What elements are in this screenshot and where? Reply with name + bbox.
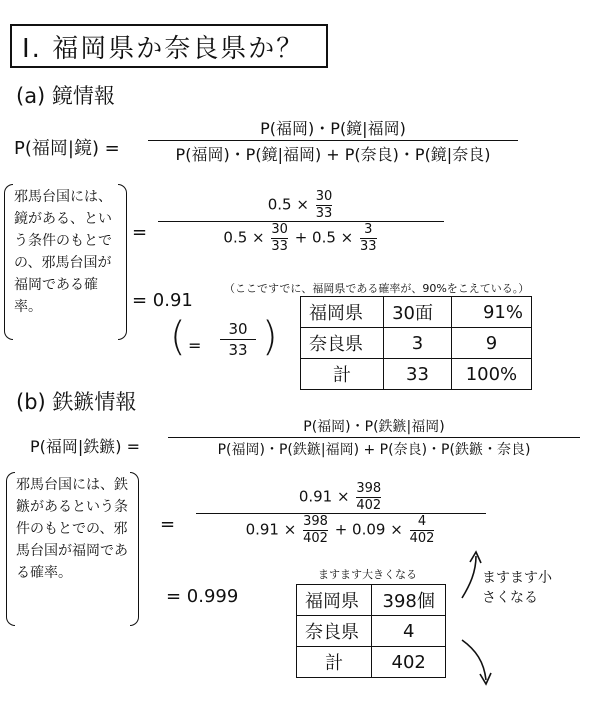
calc-a-den-term2: + 0.5 × [294,228,354,247]
table-b-label: 計 [297,647,372,678]
result-a-paren-eq: = [188,336,202,355]
paren-frac-den: 33 [228,341,248,359]
arrow-down-icon [462,640,486,680]
table-b-label: 奈良県 [297,616,372,647]
remark-b-down: ますます小さくなる [482,570,552,606]
calc-a-den-term1: 0.5 × [223,228,265,247]
table-a-pct: 91% [451,297,531,328]
table-b-count: 402 [372,647,446,678]
bayes-a-numerator: P(福岡)・P(鏡|福岡) [260,119,406,138]
remark-a: （ここですでに、福岡県である確率が、90%をこえている。） [224,282,530,295]
table-a-count: 3 [384,328,452,359]
bayes-b-numerator: P(福岡)・P(鉄鏃|福岡) [303,419,445,435]
calc-a-equals: = [132,222,148,243]
bayes-a-denominator: P(福岡)・P(鏡|福岡) + P(奈良)・P(鏡|奈良) [175,145,491,164]
page-title: I. 福岡県か奈良県か？ [22,34,305,64]
table-b-label: 福岡県 [297,585,372,616]
table-a-count: 33 [384,359,452,390]
calc-b-den-frac2: $\frac{4}{402}$ [409,514,435,546]
calc-a-den-frac1: $\frac{30}{33}$ [271,222,288,254]
table-b-count: 398個 [372,585,446,616]
calc-b-num-term: 0.91 × [298,487,350,506]
table-a-pct: 9 [451,328,531,359]
result-a: = 0.91 [132,290,193,311]
table-a-label: 計 [301,359,384,390]
table-b-count: 4 [372,616,446,647]
section-b-heading: (b) 鉄鏃情報 [16,390,137,414]
paren-right: ) [262,314,278,360]
calc-a-num-term: 0.5 × [267,195,309,214]
calc-b-num-frac: $\frac{398}{402}$ [356,481,382,513]
table-a-pct: 100% [451,359,531,390]
paren-frac-num: 30 [228,320,248,338]
table-a-label: 福岡県 [301,297,384,328]
calc-b-den-term1: 0.91 × [245,520,297,539]
bayes-b-lhs: P(福岡|鉄鏃) = [30,437,141,456]
arrow-up-icon [462,556,476,598]
bayes-a-lhs: P(福岡|鏡) = [14,138,120,159]
paren-left: ( [170,314,186,360]
table-a-count: 30面 [384,297,452,328]
calc-a-den-frac2: $\frac{3}{33}$ [360,222,377,254]
table-a-label: 奈良県 [301,328,384,359]
note-b: 邪馬台国には、鉄鏃があるという条件のもとでの、邪馬台国が福岡である確率。 [16,477,128,581]
calc-b-den-frac1: $\frac{398}{402}$ [303,514,328,546]
section-a-heading: (a) 鏡情報 [16,84,115,108]
calc-b-den-term2: + 0.09 × [334,520,403,539]
result-b: = 0.999 [166,586,239,607]
calc-a-num-frac: $\frac{30}{33}$ [315,189,333,221]
remark-b-up: ますます大きくなる [318,568,417,581]
calc-b-equals: = [160,514,176,535]
note-a: 邪馬台国には、鏡がある、という条件のもとでの、邪馬台国が福岡である確率。 [14,189,112,315]
bayes-b-denominator: P(福岡)・P(鉄鏃|福岡) + P(奈良)・P(鉄鏃・奈良) [217,442,531,458]
